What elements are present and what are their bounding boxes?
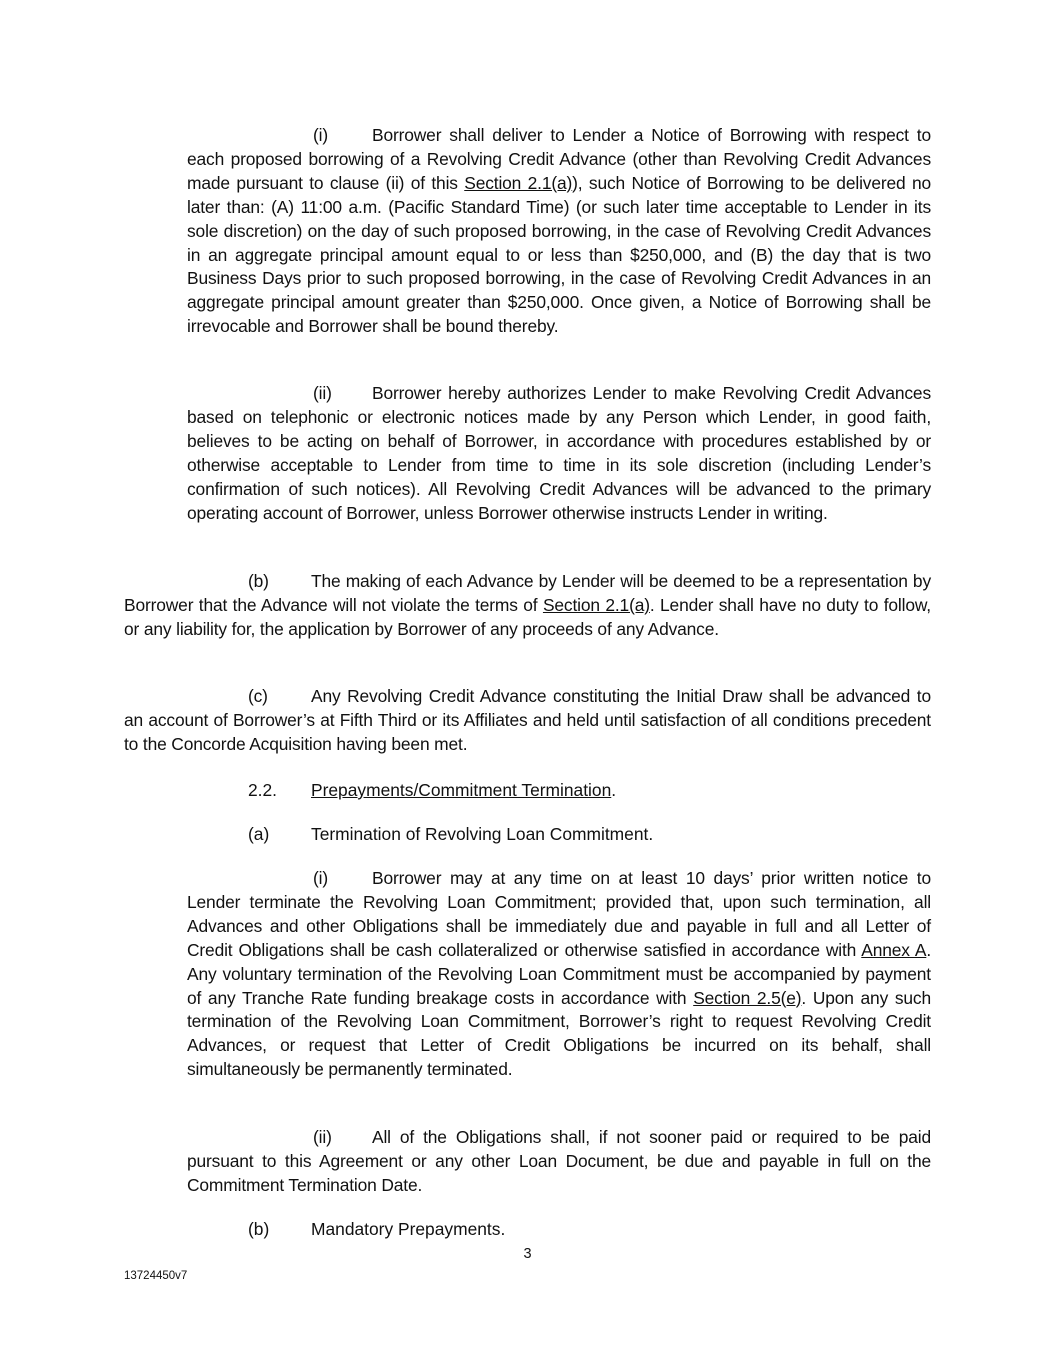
subsection-heading-a: [248, 822, 653, 846]
section-reference-link[interactable]: Section 2.5(e): [693, 987, 802, 1008]
paragraph-text: Any Revolving Credit Advance constituting the Initial Draw shall be advanced to an account of Borrower’s at Fifth Third or its Affiliates and held until satisfaction of all conditions precedent to the Concorde Acquisition having been met.: [124, 686, 931, 754]
section-number: 2.2.: [248, 780, 278, 800]
paragraph-2-2-a-i: [187, 867, 931, 1082]
paragraph-text: Borrower may at any time on at least 10 days’ prior written notice to Lender terminate the Revolving Loan Commitment; provided that, upon such termination, all Advances and other Obligations shall be immediately due and payable in full and all Letter of Credit Obligations shall be cash collateralized or otherwise satisfied in accordance with: [187, 868, 931, 960]
paragraph-2-2-a-ii: [187, 1126, 931, 1198]
paragraph-text: . Lender shall have no duty to follow, or any liability for, the application by Borrower of any proceeds of any Advance.: [124, 594, 931, 639]
paragraph-text: The making of each Advance by Lender will be deemed to be a representation by Borrower that the Advance will not violate the terms of: [124, 571, 931, 615]
paragraph-text: Borrower hereby authorizes Lender to make Revolving Credit Advances based on telephonic or electronic notices made by any Person which Lender, in good faith, believes to be acting on behalf of Borrower, in accordance with procedures established by or otherwise acceptable to Lender from time to time in its sole discretion (including Lender’s confirmation of such notices). All Revolving Credit Advances will be advanced to the primary operating account of Borrower, unless Borrower otherwise instructs Lender in writing.: [187, 383, 931, 523]
clause-label: (i): [313, 125, 328, 145]
subsection-number: (b): [248, 1219, 270, 1239]
page-number: 3: [523, 1246, 532, 1262]
clause-label: (ii): [313, 1127, 332, 1147]
paragraph-2-1-b: [124, 570, 931, 642]
clause-label: (b): [248, 571, 269, 591]
paragraph-text: . Any voluntary termination of the Revolving Loan Commitment must be accompanied by payment of any Tranche Rate funding breakage costs in accordance with: [187, 939, 931, 1008]
paragraph-text: All of the Obligations shall, if not sooner paid or required to be paid pursuant to this Agreement or any other Loan Document, be due and payable in full on the Commitment Termination Date.: [187, 1127, 931, 1195]
paragraph-text: ), such Notice of Borrowing to be delivered no later than: (A) 11:00 a.m. (Pacific Standard Time) (or such later time acceptable to Lender in its sole discretion) on the day of such proposed borrowing, in the case of Revolving Credit Advances in an aggregate principal amount equal to or less than $250,000, and (B) the day that is two Business Days prior to such proposed borrowing, in the case of Revolving Credit Advances in an aggregate principal amount greater than $250,000. Once given, a Notice of Borrowing shall be irrevocable and Borrower shall be bound thereby.: [187, 172, 931, 337]
subsection-heading-b: [248, 1217, 505, 1241]
section-reference-link[interactable]: Section 2.1(a): [464, 172, 573, 193]
section-title: Prepayments/Commitment Termination: [311, 780, 612, 800]
section-heading-2-2: [248, 778, 616, 802]
paragraph-2-1-a-ii: [187, 382, 931, 525]
paragraph-text: Borrower shall deliver to Lender a Notice of Borrowing with respect to each proposed borrowing of a Revolving Credit Advance (other than Revolving Credit Advances made pursuant to clause (ii) of this: [187, 125, 931, 193]
subsection-title: Termination of Revolving Loan Commitment.: [311, 824, 654, 844]
paragraph-text: . Upon any such termination of the Revolving Loan Commitment, Borrower’s right to request Revolving Credit Advances, or request that Letter of Credit Obligations be incurred on its behalf, shall simultaneously be permanently terminated.: [187, 987, 931, 1080]
clause-label: (c): [248, 686, 268, 706]
heading-period: .: [611, 780, 617, 800]
document-id: 13724450v7: [124, 1270, 188, 1282]
subsection-title: Mandatory Prepayments.: [311, 1219, 506, 1239]
paragraph-2-1-c: [124, 685, 931, 757]
subsection-number: (a): [248, 824, 270, 844]
annex-reference-link[interactable]: Annex A: [861, 939, 927, 960]
section-reference-link[interactable]: Section 2.1(a): [542, 594, 650, 615]
clause-label: (ii): [313, 383, 332, 403]
paragraph-2-1-a-i: [187, 124, 931, 339]
clause-label: (i): [313, 868, 328, 888]
